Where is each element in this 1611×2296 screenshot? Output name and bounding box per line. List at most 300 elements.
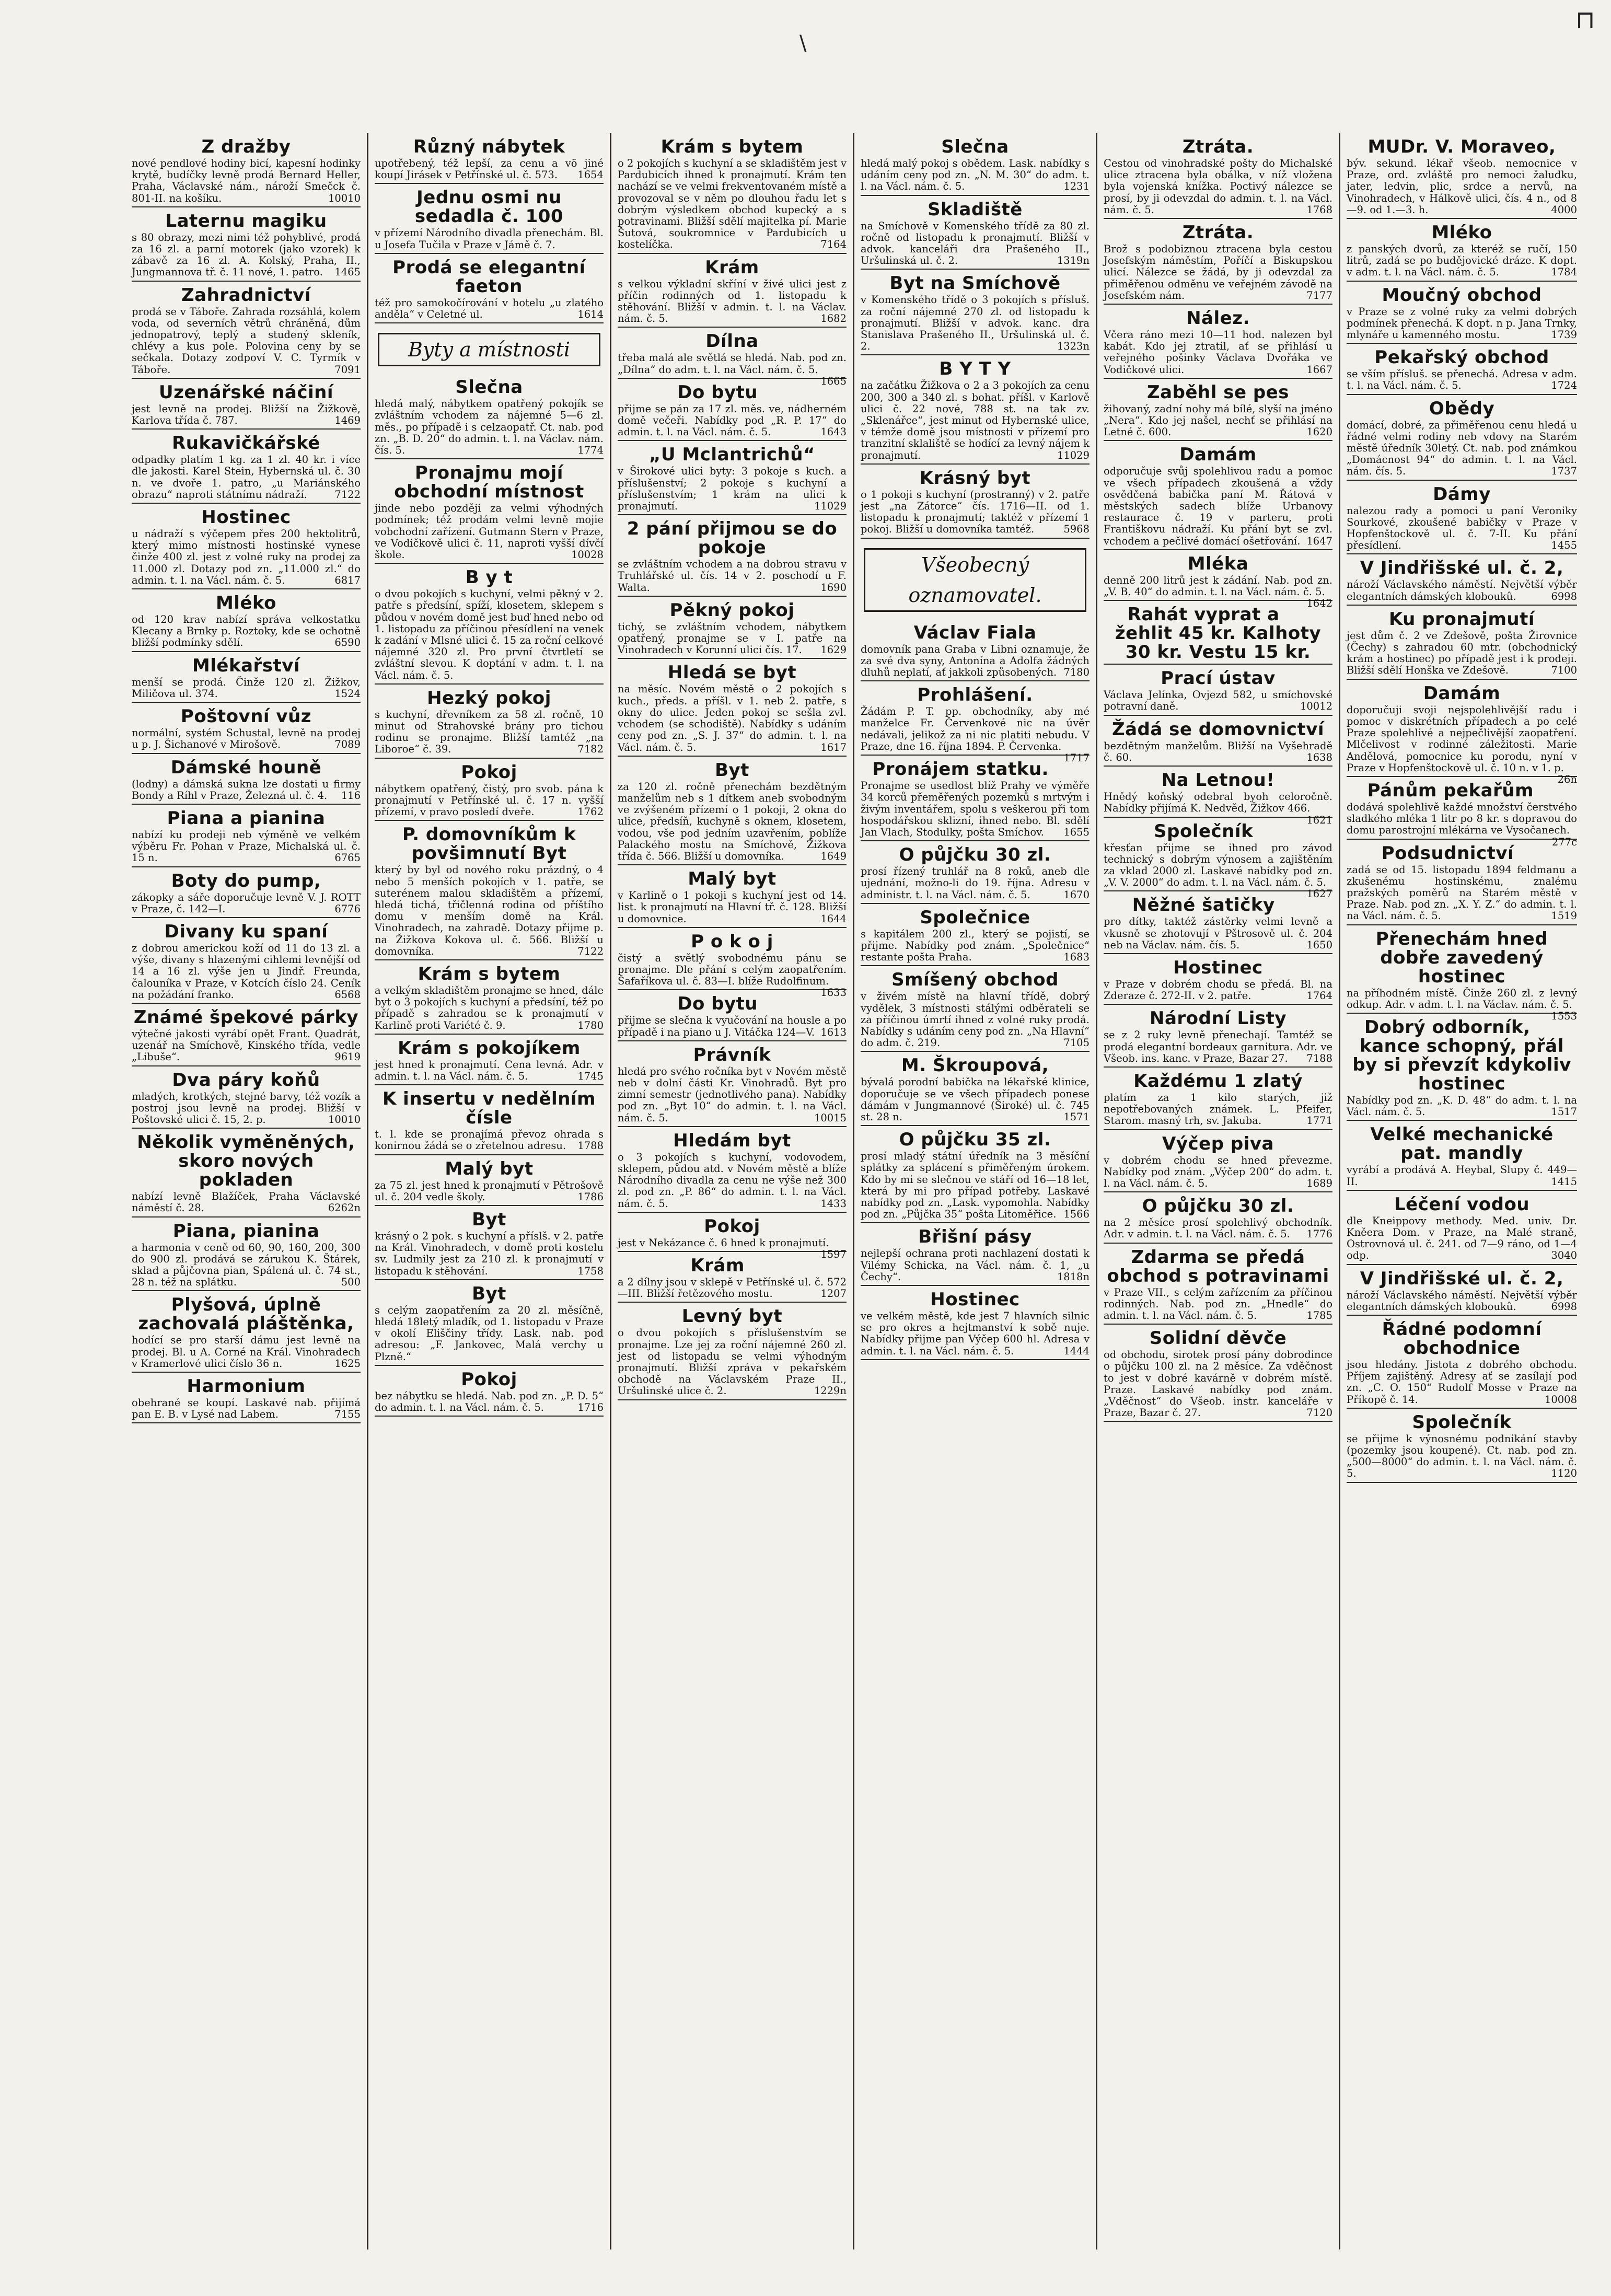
ad-heading: Zaběhl se pes <box>1147 381 1289 403</box>
ad-text: za 75 zl. jest hned k pronajmutí v Pětrošově ul. č. 204 vedle školy. <box>375 1179 604 1203</box>
ad-number: 10010 <box>328 192 361 204</box>
ad-text: zadá se od 15. listopadu 1894 feldmanu a zkušenému hostinskému, znalému pražských poměrů na Starém městě v Praze. Nab. pod zn. „X. Y. Z.“ do admin. t. l. na Václ. nám. č. 5. <box>1347 863 1577 922</box>
ad-divider <box>132 651 361 652</box>
ad-number: 1644 <box>820 912 847 925</box>
classified-ad <box>1104 720 1332 767</box>
ad-body <box>618 781 847 862</box>
ad-divider <box>1104 953 1332 954</box>
ad-body <box>1104 1029 1332 1064</box>
ad-text: jest hned k pronajmutí. Cena levná. Adr. v admin. t. l. na Václ. nám. č. 5. <box>375 1058 604 1082</box>
ad-number: 1690 <box>820 581 847 594</box>
ad-number: 7091 <box>334 363 361 376</box>
ad-text: bez nábytku se hledá. Nab. pod zn. „P. D. 5“ do admin. t. l. na Václ. nám. č. 5. <box>375 1389 604 1413</box>
ad-body <box>861 1311 1090 1357</box>
ad-number: 10010 <box>328 1113 361 1126</box>
ad-divider <box>132 1003 361 1004</box>
ad-text: s celým zaopatřením za 20 zl. měsíčně, hledá 18letý mladík, od 1. listopadu v Praze v okolí Eliščiny třídy. Lask. nab. pod adresou: „F. Jankovec, Malá verchy u Plzně.“ <box>375 1304 604 1363</box>
classified-ad <box>132 594 361 652</box>
ad-divider <box>1104 1243 1332 1244</box>
ad-divider <box>618 440 847 441</box>
ad-heading: Boty do pump, <box>171 870 321 891</box>
ad-number: 1670 <box>1063 888 1090 901</box>
ad-heading: Prohlášení. <box>917 685 1033 706</box>
ad-text: za 120 zl. ročně přenechám bezdětným manželům neb s 1 dítkem aneb svobodným ve zvýšeném přízemí o 1 pokoji, 2 okna do ulice, předsíň, kuchyně s oknem, klosetem, vodou, vše pod jedním uzavřením, poblíže Palackého mostu na Smíchově, Žižkova třída č. 566. Bližší u domovníka. <box>618 780 847 862</box>
ad-number: 1597 <box>820 1248 847 1260</box>
ad-body <box>132 528 361 586</box>
ad-body <box>618 1152 847 1210</box>
ad-text: Cestou od vinohradské pošty do Michalské ulice ztracena byla obálka, v níž vložena byla vojenská knížka. Poctivý nálezce se prosí, by ji odevzdal do admin. t. l. na Václ. nám. č. 5. <box>1104 157 1332 216</box>
classified-ad <box>375 1159 604 1206</box>
ad-body <box>132 306 361 376</box>
ad-divider <box>618 864 847 865</box>
ad-number: 6817 <box>334 574 361 586</box>
ad-number: 116 <box>341 789 361 802</box>
ad-divider <box>132 281 361 282</box>
page-mark: \ <box>799 31 807 55</box>
ad-divider <box>375 1205 604 1206</box>
ad-body <box>618 403 847 438</box>
ad-text: prosí řízený truhlář na 8 roků, aneb dle ujednání, možno-li do 19. října. Adresu v administr. t. l. na Václ. nám. č. 5. <box>861 865 1090 901</box>
classified-ad <box>861 685 1090 764</box>
ad-divider <box>1347 480 1577 481</box>
ad-number: 7180 <box>1063 666 1090 679</box>
ad-divider <box>1347 1264 1577 1265</box>
classified-ad <box>861 845 1090 904</box>
ad-divider <box>618 378 847 379</box>
ad-number: 7188 <box>1306 1052 1332 1064</box>
ad-body <box>132 1397 361 1420</box>
ad-text: Václava Jelínka, Ovjezd 582, u smíchovské potravní daně. <box>1104 689 1332 713</box>
ad-text: zákopky a sáře doporučuje levně V. J. ROTT v Praze, č. 142—I. <box>132 891 361 915</box>
ad-divider <box>375 1154 604 1155</box>
ad-text: nové pendlové hodiny bicí, kapesní hodinky krytě, budíčky levně prodá Bernard Heller, Praha, Václavské nám., nároží Smečck č. 801-II. na košíku. <box>132 157 361 204</box>
ad-number: 1617 <box>820 741 847 753</box>
classified-ad <box>861 1130 1090 1223</box>
ad-body <box>375 1059 604 1082</box>
ad-number: 1788 <box>577 1140 604 1152</box>
ad-text: o dvou pokojích s kuchyní, velmi pěkný v 2. patře s předsíní, spíží, klosetem, sklepem s půdou v novém domě jest buď hned nebo od 1. listopadu za příčinou přesídlení na venek k zadání v Mlsné ulici č. 15 za roční celkové nájemné 320 zl. Pro první čtvrtletí se zvláštní slevou. K doptání v adm. t. l. na Václ. nám. č. 5. <box>375 588 604 681</box>
ad-text: od 120 krav nabízí správa velkostatku Klecany a Brnky p. Roztoky, kde se ochotně bližší podmínky sdělí. <box>132 613 361 649</box>
ad-heading: Pokoj <box>704 1215 760 1237</box>
ad-number: 1465 <box>334 266 361 279</box>
ad-divider <box>1347 776 1577 777</box>
ad-number: 1784 <box>1551 266 1577 279</box>
classified-ad <box>618 994 847 1041</box>
ad-text: a velkým skladištěm pronajme se hned, dále byt o 3 pokojích s kuchyní a předsíní, též po případě s zahradou se k pronajmutí v Karlině proti Variété č. 9. <box>375 984 604 1031</box>
ad-divider <box>132 702 361 703</box>
classified-ad <box>1104 223 1332 305</box>
classified-ad <box>861 360 1090 464</box>
ad-divider <box>618 1399 847 1400</box>
ad-heading: Damám <box>1423 682 1501 704</box>
column-3 <box>611 133 854 2249</box>
ad-divider <box>618 1040 847 1041</box>
ad-divider <box>861 965 1090 966</box>
ad-divider <box>1104 549 1332 550</box>
classified-ad <box>132 656 361 703</box>
ad-divider <box>618 327 847 328</box>
ad-divider <box>1104 715 1332 716</box>
ad-heading: Řádné podomní obchodnice <box>1382 1318 1542 1359</box>
ad-heading: Přenechám hned dobře zavedený hostinec <box>1375 928 1548 987</box>
ad-number: 1786 <box>577 1190 604 1203</box>
classified-ad <box>618 445 847 515</box>
ad-heading: O půjčku 30 zl. <box>1142 1196 1294 1217</box>
ad-divider <box>861 354 1090 355</box>
ad-heading: Divany ku spaní <box>164 921 328 942</box>
ad-number: 1649 <box>820 850 847 862</box>
ad-body <box>132 1091 361 1126</box>
classified-ad <box>861 274 1090 355</box>
classified-ad <box>132 1133 361 1217</box>
ad-divider <box>1104 1421 1332 1422</box>
ad-text: od obchodu, sirotek prosí pány dobrodince o půjčku 100 zl. na 2 měsíce. Za vděčnost to jest v dobré kavárně v dobrém místě. Praze. Laskavé nabídky pod znám. „Vděčnost“ do Všeob. instr. kanceláře v Praze, Bazar č. 27. <box>1104 1349 1332 1419</box>
ad-number: 1739 <box>1551 329 1577 341</box>
ad-body <box>861 644 1090 679</box>
ad-body <box>1104 791 1332 826</box>
classified-ad <box>861 760 1090 841</box>
ad-body <box>618 466 847 512</box>
ad-heading: Malý byt <box>688 868 776 890</box>
classified-ad <box>618 931 847 999</box>
ad-number: 1771 <box>1306 1115 1332 1127</box>
classified-ad <box>375 825 604 960</box>
ad-heading: Plyšová, úplně zachovalá pláštěnka, <box>138 1294 354 1335</box>
ad-divider <box>1347 1120 1577 1121</box>
ad-text: z dobrou americkou koží od 11 do 13 zl. a výše, divany s hlazenými cihlemi levnější od 14 a 16 zl. výše jen u Jindř. Freunda, čalouníka v Praze, v Kotcích číslo 24. Ceník na požádání franko. <box>132 942 361 1001</box>
ad-number: 1724 <box>1551 379 1577 392</box>
section-banner: Byty a místnosti <box>378 333 600 366</box>
ad-text: nabízí ku prodeji neb výměně ve velkém výběru Fr. Pohan v Praze, Michalská ul. č. 15 n. <box>132 828 361 864</box>
ad-number: 1455 <box>1551 539 1577 552</box>
ad-text: pro dítky, taktéž zástěrky velmi levně a vkusně se zhotovují v Pštrosově ul. č. 204 neb na Václav. nám. čís. 5. <box>1104 915 1332 951</box>
ad-body <box>375 783 604 818</box>
ad-text: mladých, krotkých, stejné barvy, též vozík a postroj jsou levně na prodej. Bližší v Poštovské ulici č. 15, 2. p. <box>132 1090 361 1126</box>
ad-body <box>861 158 1090 193</box>
ad-divider <box>1347 394 1577 395</box>
ad-heading: Léčení vodou <box>1394 1193 1530 1215</box>
classified-ad <box>618 761 847 865</box>
ad-body <box>1104 1287 1332 1322</box>
ad-heading: Z dražby <box>201 136 291 157</box>
ad-text: a harmonia v ceně od 60, 90, 160, 200, 300 do 900 zl. prodává se zárukou K. Štárek, sklad a půjčovna pian, Spálená ul. č. 74 st., 28 n. též na splátku. <box>132 1241 361 1289</box>
classified-ad <box>375 1210 604 1280</box>
ad-heading: Dámské houně <box>170 757 322 778</box>
ad-heading: Rukavičkářské <box>172 433 320 454</box>
ad-divider <box>861 1285 1090 1286</box>
ad-text: se přijme k výnosnému podnikání stavby (pozemky jsou koupené). Ct. nab. pod zn. „500—8000“ do admin. t. l. na Václ. nám. č. 5. <box>1347 1432 1577 1480</box>
ad-body <box>132 892 361 915</box>
ad-divider <box>861 269 1090 270</box>
ad-divider <box>618 1212 847 1213</box>
ad-body <box>1347 1359 1577 1406</box>
ad-heading: Krám <box>690 1255 745 1276</box>
classified-ad <box>861 469 1090 539</box>
classified-ad <box>1104 669 1332 715</box>
ad-body <box>618 1327 847 1397</box>
ad-body <box>1104 1092 1332 1127</box>
classified-ad <box>375 188 604 253</box>
ad-divider <box>1347 924 1577 925</box>
ad-number: 1716 <box>577 1401 604 1413</box>
ad-text: přijme se slečna k vyučování na housle a po případě i na piano u J. Vitáčka 124—V. <box>618 1014 847 1038</box>
ad-body <box>861 929 1090 964</box>
ad-text: jinde nebo později za velmi výhodných podmínek; též prodám velmi levně mojie vobchodní zařízení. Gutmann Stern v Praze, ve Vodičkově ulici č. 11, naproti vyšší dívčí škole. <box>375 502 604 561</box>
ad-divider <box>132 1372 361 1373</box>
ad-text: jsou hledány. Jistota z dobrého obchodu. Příjem zajištěný. Adresy ať se zasílají pod zn. „C. O. 150“ Rudolf Mosse v Praze na Příkopě č. 14. <box>1347 1358 1577 1406</box>
ad-body <box>618 158 847 251</box>
ad-number: 1629 <box>820 644 847 656</box>
ad-number: 1655 <box>1063 826 1090 838</box>
ad-body <box>132 943 361 1001</box>
ad-number: 1319n <box>1057 254 1090 267</box>
ad-number: 1444 <box>1063 1344 1090 1357</box>
ad-heading: Hostinec <box>930 1289 1020 1310</box>
ad-body <box>375 1180 604 1203</box>
ad-number: 1785 <box>1306 1309 1332 1321</box>
ad-text: platím za 1 kilo starých, již nepotřebovaných známek. L. Pfeifer, Starom. masný trh, sv. Jakuba. <box>1104 1091 1332 1127</box>
ad-divider <box>1347 553 1577 554</box>
classified-ad <box>132 1295 361 1373</box>
ad-heading: Harmonium <box>187 1375 306 1397</box>
ad-heading: Různý nábytek <box>413 136 565 157</box>
classified-ad <box>1104 383 1332 442</box>
ad-text: bezdětným manželům. Bližší na Vyšehradě č. 60. <box>1104 739 1332 763</box>
ad-text: Pronajme se usedlost blíž Prahy ve výměře 34 korců přeměřených pozemků s mrtvým i živým inventářem, spolu s veškerou při tom hospodářskou sklizní, ihned nebo. Bl. sdělí Jan Vlach, Stodulky, pošta Smíchov. <box>861 780 1090 838</box>
ad-heading: K insertu v nedělním čísle <box>382 1088 596 1129</box>
ad-body <box>1104 841 1332 900</box>
ad-heading: Krám s pokojíkem <box>398 1037 581 1059</box>
classified-ad <box>132 1222 361 1292</box>
ad-number: 1758 <box>577 1265 604 1277</box>
ad-number: 6568 <box>334 988 361 1001</box>
classified-ad <box>375 1370 604 1417</box>
ad-divider <box>618 596 847 597</box>
ad-heading: V Jindřišské ul. č. 2, <box>1360 1268 1564 1289</box>
classified-ad <box>1347 1125 1577 1190</box>
ad-body <box>1347 420 1577 478</box>
ad-body <box>1104 329 1332 376</box>
ad-divider <box>375 1084 604 1085</box>
ad-text: v přízemí Národního divadla přenechám. Bl. u Josefa Tučila v Praze v Jámě č. 7. <box>375 227 604 251</box>
classified-ad <box>132 137 361 207</box>
ad-divider <box>1104 664 1332 665</box>
ad-divider <box>375 1279 604 1280</box>
ad-text: s kapitálem 200 zl., který se pojistí, se přijme. Nabídky pod znám. „Společnice“ restante pošta Praha. <box>861 927 1090 964</box>
ad-divider <box>861 755 1090 756</box>
column-5 <box>1097 133 1340 2249</box>
ad-heading: Pekařský obchod <box>1374 347 1549 368</box>
ad-body <box>861 1151 1090 1220</box>
ad-text: o 1 pokoji s kuchyní (prostranný) v 2. patře jest „na Zátorce“ čís. 1716—II. od 1. listopadu k pronajmutí; taktéž v přízemí 1 pokoj. Bližší u domovníka tamtéž. <box>861 488 1090 536</box>
ad-divider <box>132 206 361 207</box>
classified-ad <box>375 568 604 685</box>
ad-heading: Byt <box>472 1209 506 1230</box>
classified-ad <box>375 689 604 759</box>
ad-heading: Laternu magiku <box>165 210 327 231</box>
ad-divider <box>1347 839 1577 840</box>
ad-divider <box>375 253 604 254</box>
ad-body <box>618 621 847 656</box>
ad-number: 10012 <box>1300 700 1332 713</box>
ad-number: 7155 <box>334 1408 361 1421</box>
ad-number: 7122 <box>577 945 604 957</box>
ad-divider <box>375 820 604 821</box>
classified-ad <box>1104 605 1332 665</box>
ad-heading: Do bytu <box>677 993 758 1015</box>
classified-ad <box>1104 1248 1332 1325</box>
ad-text: s kuchyní, dřevníkem za 58 zl. ročně, 10 minut od Strahovské brány pro tichou rodinu se pronajme. Bližší tamtéž „na Liboroe“ č. 39. <box>375 708 604 756</box>
ad-body <box>861 1248 1090 1283</box>
ad-text: hodící se pro starší dámu jest levně na prodej. Bl. u A. Corné na Král. Vinohradech v Kramerlové ulici číslo 36 n. <box>132 1334 361 1370</box>
ad-body <box>1104 740 1332 763</box>
ad-body <box>618 1015 847 1038</box>
ad-heading: Zahradnictví <box>181 284 311 306</box>
classified-ad <box>375 378 604 459</box>
ad-body <box>1104 979 1332 1002</box>
ad-text: čistý a světlý svobodnému pánu se pronajme. Dle přání s celým zaopatřením. Šafaříkova ul. č. 83—I. blíže Rudolfinum. <box>618 952 847 988</box>
ad-body <box>1347 158 1577 216</box>
ad-text: na příhodném místě. Činže 260 zl. z levný odkup. Adr. v adm. t. l. na Václav. nám. č. 5. <box>1347 987 1577 1011</box>
ad-body <box>1104 689 1332 712</box>
ad-heading: Mléko <box>1431 222 1492 243</box>
ad-text: Nabídky pod zn. „K. D. 48“ do adm. t. l. na Václ. nám. č. 5. <box>1347 1094 1577 1118</box>
classified-ad <box>1104 958 1332 1005</box>
ad-body <box>861 489 1090 536</box>
ad-text: který by byl od nového roku prázdný, o 4 nebo 5 menších pokojích v 1. patře, se suterénem malou skladištěm a přízemí, hledá tichá, třičlenná rodina od příštího domu v menším domě na Král. Vinohradech, na zahradě. Dotazy přijme p. na Žižkova Kokova ul. č. 566. Bližší u domovníka. <box>375 864 604 957</box>
ad-body <box>1347 801 1577 848</box>
classified-ad <box>1347 1269 1577 1316</box>
ad-heading: Prodá se elegantní faeton <box>392 257 586 297</box>
column-2 <box>368 133 611 2249</box>
ad-text: normální, systém Schustal, levně na prodej u p. J. Šichanové v Mirošově. <box>132 727 361 751</box>
ad-number: 7182 <box>577 743 604 756</box>
ad-body <box>375 503 604 561</box>
ad-heading: Byt na Smíchově <box>889 273 1061 294</box>
ad-number: 1717 <box>1063 752 1090 764</box>
ad-body <box>618 1236 847 1260</box>
classified-ad <box>1347 1320 1577 1409</box>
ad-heading: Velké mechanické pat. mandly <box>1370 1124 1554 1164</box>
ad-text: žihovaný, zadní nohy má bílé, slyší na jméno „Nera“. Kdo jej našel, nechť se přihlásí na Letné č. 600. <box>1104 402 1332 438</box>
ad-number: 5968 <box>1063 523 1090 536</box>
ad-body <box>132 1028 361 1063</box>
ad-body <box>375 297 604 320</box>
ad-body <box>1347 1215 1577 1262</box>
ad-text: a 2 dílny jsou v sklepě v Petřínské ul. č. 572—III. Bližší řetězového mostu. <box>618 1275 847 1300</box>
ad-body <box>375 158 604 181</box>
ad-number: 1625 <box>334 1357 361 1370</box>
ad-number: 277c <box>1551 836 1577 848</box>
ad-heading: Pronajmu mojí obchodní místnost <box>394 462 584 503</box>
ad-text: výtečné jakosti vyrábí opět Frant. Quadrát, uzenář na Smíchově, Kinského třída, vedle „Libuše“. <box>132 1027 361 1063</box>
ad-body <box>1104 466 1332 547</box>
ad-divider <box>1104 1066 1332 1068</box>
ad-divider <box>1347 1190 1577 1191</box>
ad-number: 1553 <box>1551 1010 1577 1022</box>
classified-ad <box>861 970 1090 1052</box>
ad-body <box>1347 306 1577 341</box>
ad-divider <box>132 428 361 430</box>
section-banner: Všeobecný oznamovatel. <box>864 548 1086 612</box>
ad-heading: Slečna <box>941 136 1009 157</box>
ad-divider <box>132 588 361 589</box>
ad-heading: Hostinec <box>1173 957 1263 978</box>
ad-number: 1229n <box>814 1385 847 1397</box>
ad-divider <box>861 1051 1090 1052</box>
ad-heading: Slečna <box>455 377 523 398</box>
ad-number: 10028 <box>571 549 604 561</box>
ad-heading: Společnice <box>920 907 1030 928</box>
ad-number: 1647 <box>1306 535 1332 547</box>
ad-number: 7100 <box>1551 664 1577 677</box>
ad-number: 1780 <box>577 1019 604 1031</box>
ad-text: prosí mladý státní úředník na 3 měsíční splátky za splácení s přiměřeným úrokem. Kdo by mi se slečnou ve stáří od 16—18 let, která by mi pro případ potřeby. Laskavé nabídky pod zn. „Lask. vypomohla. Nabídky pod zn. „Půjčka 35“ pošta Litoměřice. <box>861 1150 1090 1221</box>
ad-text: doporučuji svoji nejspolehlivější radu i pomoc v diskrétních případech a po celé Praze spolehlivé a nejpečlivější zaopatření. Mlčelivost v rodinné záležitosti. Marie Andělová, pomocnice ku porodu, nyní v Praze v Hopfenštockově ul. č. 10 n. v 1. p. <box>1347 703 1577 774</box>
ad-text: v Praze VII., s celým zařízením za příčinou rodinných. Nab. pod zn. „Hnedle“ do admin. t. l. na Václ. nám. č. 5. <box>1104 1286 1332 1321</box>
ad-heading: Moučný obchod <box>1382 284 1542 306</box>
ad-divider <box>861 1125 1090 1126</box>
column-6 <box>1340 133 1583 2249</box>
ad-text: křesťan přijme se ihned pro závod technický s dobrým výnosem a zajištěním za vklad 2000 zl. Laskavé nabídky pod zn. „V. V. 2000“ do adm. t. l. na Václ. nám. č. 5. <box>1104 841 1332 889</box>
ad-heading: Výčep piva <box>1162 1133 1274 1154</box>
ad-heading: Pronájem statku. <box>872 759 1049 780</box>
classified-ad <box>1347 348 1577 395</box>
ad-body <box>132 727 361 750</box>
ad-text: t. l. kde se pronajímá převoz ohrada s konirnou žádá se o zřetelnou adresu. <box>375 1128 604 1152</box>
ad-text: na Smíchově v Komenského třídě za 80 zl. ročně od listopadu k pronajmutí. Bližší v advok. kanceláři dra Prašeného II., Uršulinská ul. č. 2. <box>861 219 1090 267</box>
ad-text: tichý, se zvláštním vchodem, nábytkem opatřený, pronajme se v I. patře na Vinohradech v Korunní ulici čís. 17. <box>618 620 847 656</box>
ad-heading: Do bytu <box>677 381 758 403</box>
ad-heading: Piana a pianina <box>167 807 326 829</box>
ad-divider <box>1104 304 1332 305</box>
ad-divider <box>618 989 847 990</box>
ad-body <box>861 294 1090 352</box>
ad-divider <box>861 1222 1090 1223</box>
ad-divider <box>1347 605 1577 606</box>
ad-text: třeba malá ale světlá se hledá. Nab. pod zn. „Dílna“ do adm. t. l. na Václ. nám. č. 5. <box>618 352 847 376</box>
ad-divider <box>132 1128 361 1129</box>
ad-divider <box>618 1126 847 1127</box>
ad-text: o 2 pokojích s kuchyní a se skladištěm jest v Pardubicích ihned k pronajmutí. Krám ten nachází se ve velmi frekventovaném místě a provozoval se v něm po dlouhou řadu let s dobrým výsledkem obchod kupecký a s potravinami. Bližší sdělí majitelka pí. Marie Šutová, soukromnice v Pardubicích u kostelíčka. <box>618 157 847 251</box>
ad-heading: Mlékařství <box>192 655 300 676</box>
ad-divider <box>132 917 361 918</box>
ad-body <box>1104 1217 1332 1240</box>
ad-text: o dvou pokojích s příslušenstvím se pronajme. Lze jej za roční nájemné 260 zl. jest od listopadu se velmi výhodným pronajmutí. Bližší zpráva v pekařském obchodě na Václavském Praze II., Uršulinské ulice č. 2. <box>618 1327 847 1397</box>
ad-heading: Hezký pokoj <box>427 687 551 709</box>
ad-number: 1566 <box>1063 1208 1090 1221</box>
ad-text: denně 200 litrů jest k zádání. Nab. pod zn. „V. B. 40“ do admin. t. l. na Václ. nám. č. 5. <box>1104 574 1332 598</box>
ad-number: 1818n <box>1057 1270 1090 1283</box>
ad-body <box>375 227 604 250</box>
ad-text: nalezou rady a pomoci u paní Veroniky Sourkové, zkoušené babičky v Praze v Hopfenštockově ul. č. 7-II. Ku přání přesídlení. <box>1347 504 1577 552</box>
ad-divider <box>375 1034 604 1035</box>
ad-heading: Piana, pianina <box>172 1220 320 1242</box>
ad-body <box>132 614 361 649</box>
ad-body <box>375 588 604 681</box>
ad-text: dle Kneippovy methody. Med. univ. Dr. Kněera Dom. v Praze, na Malé straně, Ostrovnová ul. č. 241. od 7—9 ráno, od 1—4 odp. <box>1347 1214 1577 1262</box>
ad-heading: Podsudnictví <box>1381 842 1514 864</box>
ad-text: v Praze v dobrém chodu se předá. Bl. na Zderaze č. 272-II. v 2. patře. <box>1104 978 1332 1002</box>
classified-columns <box>125 133 1583 2249</box>
ad-heading: Uzenářské náčiní <box>158 381 334 403</box>
ad-text: hledá malý, nábytkem opatřený pokojík se zvláštním vchodem za nájemné 5—6 zl. měs., po případě i s celzaopatř. Ct. nab. pod zn. „B. D. 20“ do admin. t. l. na Václav. nám. čís. 5. <box>375 398 604 457</box>
ad-number: 1469 <box>334 414 361 427</box>
ad-body <box>375 985 604 1031</box>
ad-divider <box>861 903 1090 904</box>
ad-text: domácí, dobré, za přiměřenou cenu hledá u řádné velmi rodiny neb vdovy na Starém městě úředník 30letý. Ct. nab. pod známkou „Domácnost 94“ do admin. t. l. na Václ. nám. čís. 5. <box>1347 419 1577 478</box>
classified-ad <box>618 1131 847 1213</box>
